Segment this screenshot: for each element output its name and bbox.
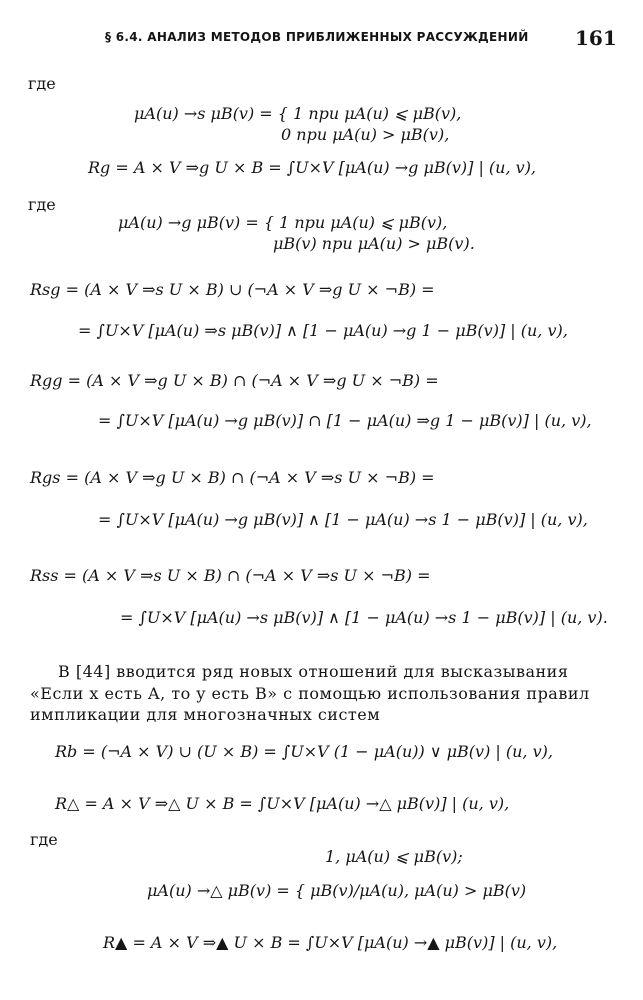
eq-s-implication-top: μA(u) →s μB(v) = { 1 при μA(u) ⩽ μB(v), [134,104,462,123]
eq-Rg: Rg = A × V ⇒g U × B = ∫U×V [μA(u) →g μB(v)] | (u, v), [88,158,537,177]
label-gde-2: где [28,195,56,214]
paragraph-line-2: «Если x есть A, то y есть B» с помощью использования правил [30,684,590,703]
eq-Rgs-expr: = ∫U×V [μA(u) →g μB(v)] ∧ [1 − μA(u) →s 1 − μB(v)] | (u, v), [98,510,588,529]
eq-g-implication-bottom: μB(v) при μA(u) > μB(v). [273,234,475,253]
page-number: 161 [575,26,617,50]
eq-triangle-implication-mid: μA(u) →△ μB(v) = { μB(v)/μA(u), μA(u) > μB(v) [147,881,527,900]
eq-Rss-def: Rss = (A × V ⇒s U × B) ∩ (¬A × V ⇒s U × ¬B) = [30,566,431,585]
eq-triangle-implication-top: 1, μA(u) ⩽ μB(v); [325,847,463,866]
label-gde-1: где [28,74,56,93]
eq-g-implication-top: μA(u) →g μB(v) = { 1 при μA(u) ⩽ μB(v), [118,213,448,232]
label-gde-3: где [30,830,58,849]
eq-s-implication-bottom: 0 при μA(u) > μB(v), [281,125,450,144]
paragraph-line-3: импликации для многозначных систем [30,705,381,724]
eq-Rgg-def: Rgg = (A × V ⇒g U × B) ∩ (¬A × V ⇒g U × ¬B) = [30,371,439,390]
eq-R-triangle: R△ = A × V ⇒△ U × B = ∫U×V [μA(u) →△ μB(v)] | (u, v), [55,794,510,813]
eq-Rgs-def: Rgs = (A × V ⇒g U × B) ∩ (¬A × V ⇒s U × ¬B) = [30,468,435,487]
running-title: § 6.4. АНАЛИЗ МЕТОДОВ ПРИБЛИЖЕННЫХ РАССУЖДЕНИЙ [105,30,529,44]
eq-Rb: Rb = (¬A × V) ∪ (U × B) = ∫U×V (1 − μA(u)) ∨ μB(v) | (u, v), [55,742,553,761]
eq-R-filled-triangle: R▲ = A × V ⇒▲ U × B = ∫U×V [μA(u) →▲ μB(v)] | (u, v), [103,933,558,952]
eq-Rgg-expr: = ∫U×V [μA(u) →g μB(v)] ∩ [1 − μA(u) ⇒g 1 − μB(v)] | (u, v), [98,411,592,430]
eq-Rsg-expr: = ∫U×V [μA(u) ⇒s μB(v)] ∧ [1 − μA(u) →g 1 − μB(v)] | (u, v), [78,321,568,340]
eq-Rsg-def: Rsg = (A × V ⇒s U × B) ∪ (¬A × V ⇒g U × ¬B) = [30,280,435,299]
paragraph-line-1: В [44] вводится ряд новых отношений для высказывания [58,662,569,681]
eq-Rss-expr: = ∫U×V [μA(u) →s μB(v)] ∧ [1 − μA(u) →s 1 − μB(v)] | (u, v). [120,608,608,627]
